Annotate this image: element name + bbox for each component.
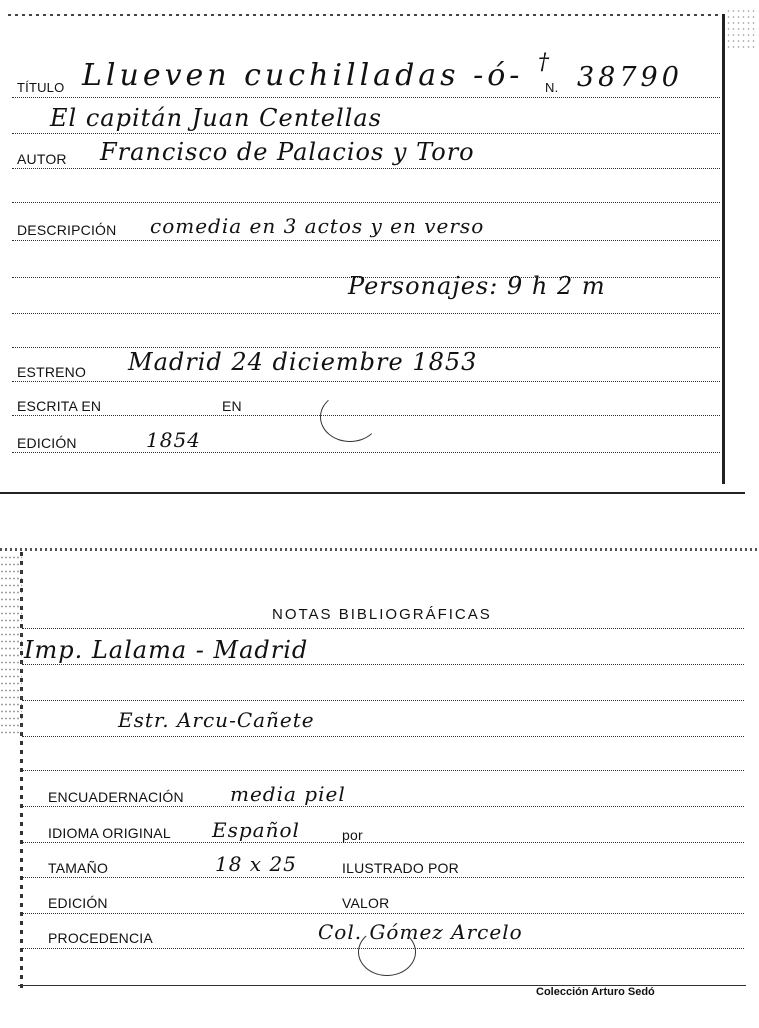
idioma-value: Español [212, 818, 300, 842]
edicion-value: 1854 [146, 428, 201, 452]
paper-speckles [0, 554, 22, 734]
dagger-mark: † [538, 50, 553, 75]
encuadernacion-value: media piel [230, 782, 346, 806]
numero-value: 38790 [577, 62, 683, 93]
numero-label: N. [545, 80, 559, 95]
descripcion-value: comedia en 3 actos y en verso [150, 214, 485, 238]
ruled-line [22, 736, 744, 737]
ruled-line [22, 842, 744, 843]
note-line-1: Imp. Lalama - Madrid [24, 636, 309, 664]
procedencia-label: PROCEDENCIA [48, 930, 153, 946]
estreno-value: Madrid 24 diciembre 1853 [128, 348, 478, 376]
por-label: por [342, 827, 363, 843]
notes-heading: NOTAS BIBLIOGRÁFICAS [272, 606, 492, 623]
ruled-line [22, 913, 744, 914]
procedencia-value: Col. Gómez Arcelo [318, 920, 523, 944]
paper-speckles [726, 8, 756, 48]
ilustrado-label: ILUSTRADO POR [342, 860, 459, 876]
card-bottom-border [0, 492, 745, 494]
ruled-line [12, 240, 720, 241]
tamano-label: TAMAÑO [48, 860, 109, 876]
ruled-line [22, 700, 744, 701]
titulo-label: TÍTULO [17, 80, 65, 95]
valor-label: VALOR [342, 895, 390, 911]
partial-circle-stamp [358, 928, 416, 976]
collection-credit: Colección Arturo Sedó [536, 986, 655, 998]
ruled-line [22, 628, 744, 629]
ruled-line [22, 877, 744, 878]
ruled-line [22, 770, 744, 771]
escrita-en-label: ESCRITA EN [17, 398, 102, 414]
edicion-label: EDICIÓN [48, 895, 108, 911]
autor-value: Francisco de Palacios y Toro [100, 138, 475, 166]
ruled-line [12, 202, 720, 203]
tamano-value: 18 x 25 [215, 852, 297, 876]
partial-circle-stamp [320, 392, 380, 442]
en-label: EN [222, 398, 242, 414]
catalog-card-back [0, 540, 759, 1028]
estreno-label: ESTRENO [17, 364, 87, 380]
note-line-2: Estr. Arcu-Cañete [118, 708, 315, 732]
ruled-line [22, 664, 744, 665]
edicion-label: EDICIÓN [17, 435, 77, 451]
ruled-line [22, 806, 744, 807]
autor-label: AUTOR [17, 151, 67, 167]
card-right-border [722, 14, 725, 484]
ruled-line [12, 168, 720, 169]
catalog-card-front [0, 0, 759, 500]
titulo-value-line2: El capitán Juan Centellas [50, 104, 382, 132]
ruled-line [12, 97, 720, 98]
titulo-value-line1: Llueven cuchilladas -ó- [82, 58, 524, 93]
descripcion-label: DESCRIPCIÓN [17, 222, 117, 238]
ruled-line [12, 452, 720, 453]
personajes-value: Personajes: 9 h 2 m [348, 272, 606, 300]
ruled-line [12, 381, 720, 382]
encuadernacion-label: ENCUADERNACIÓN [48, 789, 184, 805]
card-top-border [0, 548, 759, 551]
card-top-border [8, 14, 724, 16]
ruled-line [12, 313, 720, 314]
ruled-line [12, 133, 720, 134]
idioma-label: IDIOMA ORIGINAL [48, 825, 171, 841]
